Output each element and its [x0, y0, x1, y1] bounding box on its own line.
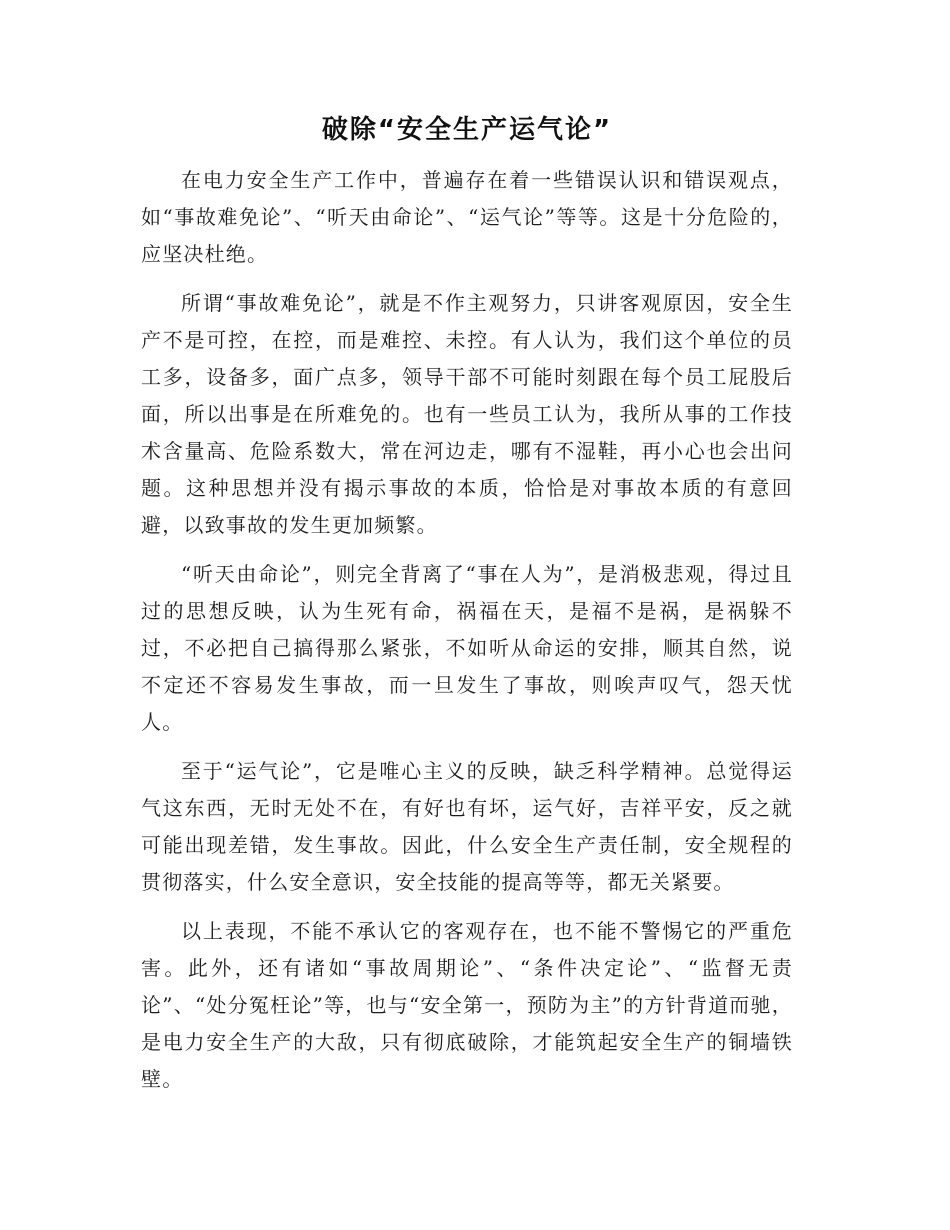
- paragraph-4: 至于“运气论”，它是唯心主义的反映，缺乏科学精神。总觉得运气这东西，无时无处不在，有好也有坏，运气好，吉祥平安，反之就可能出现差错，发生事故。因此，什么安全生产责任制，安全规程的贯彻落实，什么安全意识，安全技能的提高等等，都无关紧要。: [141, 759, 793, 894]
- document-title: 破除“安全生产运气论”: [321, 115, 613, 145]
- paragraph-1: 在电力安全生产工作中，普遍存在着一些错误认识和错误观点，如“事故难免论”、“听天由命论”、“运气论”等等。这是十分危险的，应坚决杜绝。: [141, 168, 793, 266]
- paragraph-2: 所谓“事故难免论”，就是不作主观努力，只讲客观原因，安全生产不是可控，在控，而是难控、未控。有人认为，我们这个单位的员工多，设备多，面广点多，领导干部不可能时刻跟在每个员工屁股后面，所以出事是在所难免的。也有一些员工认为，我所从事的工作技术含量高、危险系数大，常在河边走，哪有不湿鞋，再小心也会出问题。这种思想并没有揭示事故的本质，恰恰是对事故本质的有意回避，以致事故的发生更加频繁。: [141, 291, 793, 537]
- document-page: [141, 108, 793, 1098]
- paragraph-3: “听天由命论”，则完全背离了“事在人为”，是消极悲观，得过且过的思想反映，认为生死有命，祸福在天，是福不是祸，是祸躲不过，不必把自己搞得那么紧张，不如听从命运的安排，顺其自然，说不定还不容易发生事故，而一旦发生了事故，则唉声叹气，怨天忧人。: [141, 562, 793, 734]
- paragraph-5: 以上表现，不能不承认它的客观存在，也不能不警惕它的严重危害。此外，还有诸如“事故周期论”、“条件决定论”、“监督无责论”、“处分冤枉论”等，也与“安全第一，预防为主”的方针背道而驰，是电力安全生产的大敌，只有彻底破除，才能筑起安全生产的铜墙铁壁。: [141, 919, 793, 1091]
